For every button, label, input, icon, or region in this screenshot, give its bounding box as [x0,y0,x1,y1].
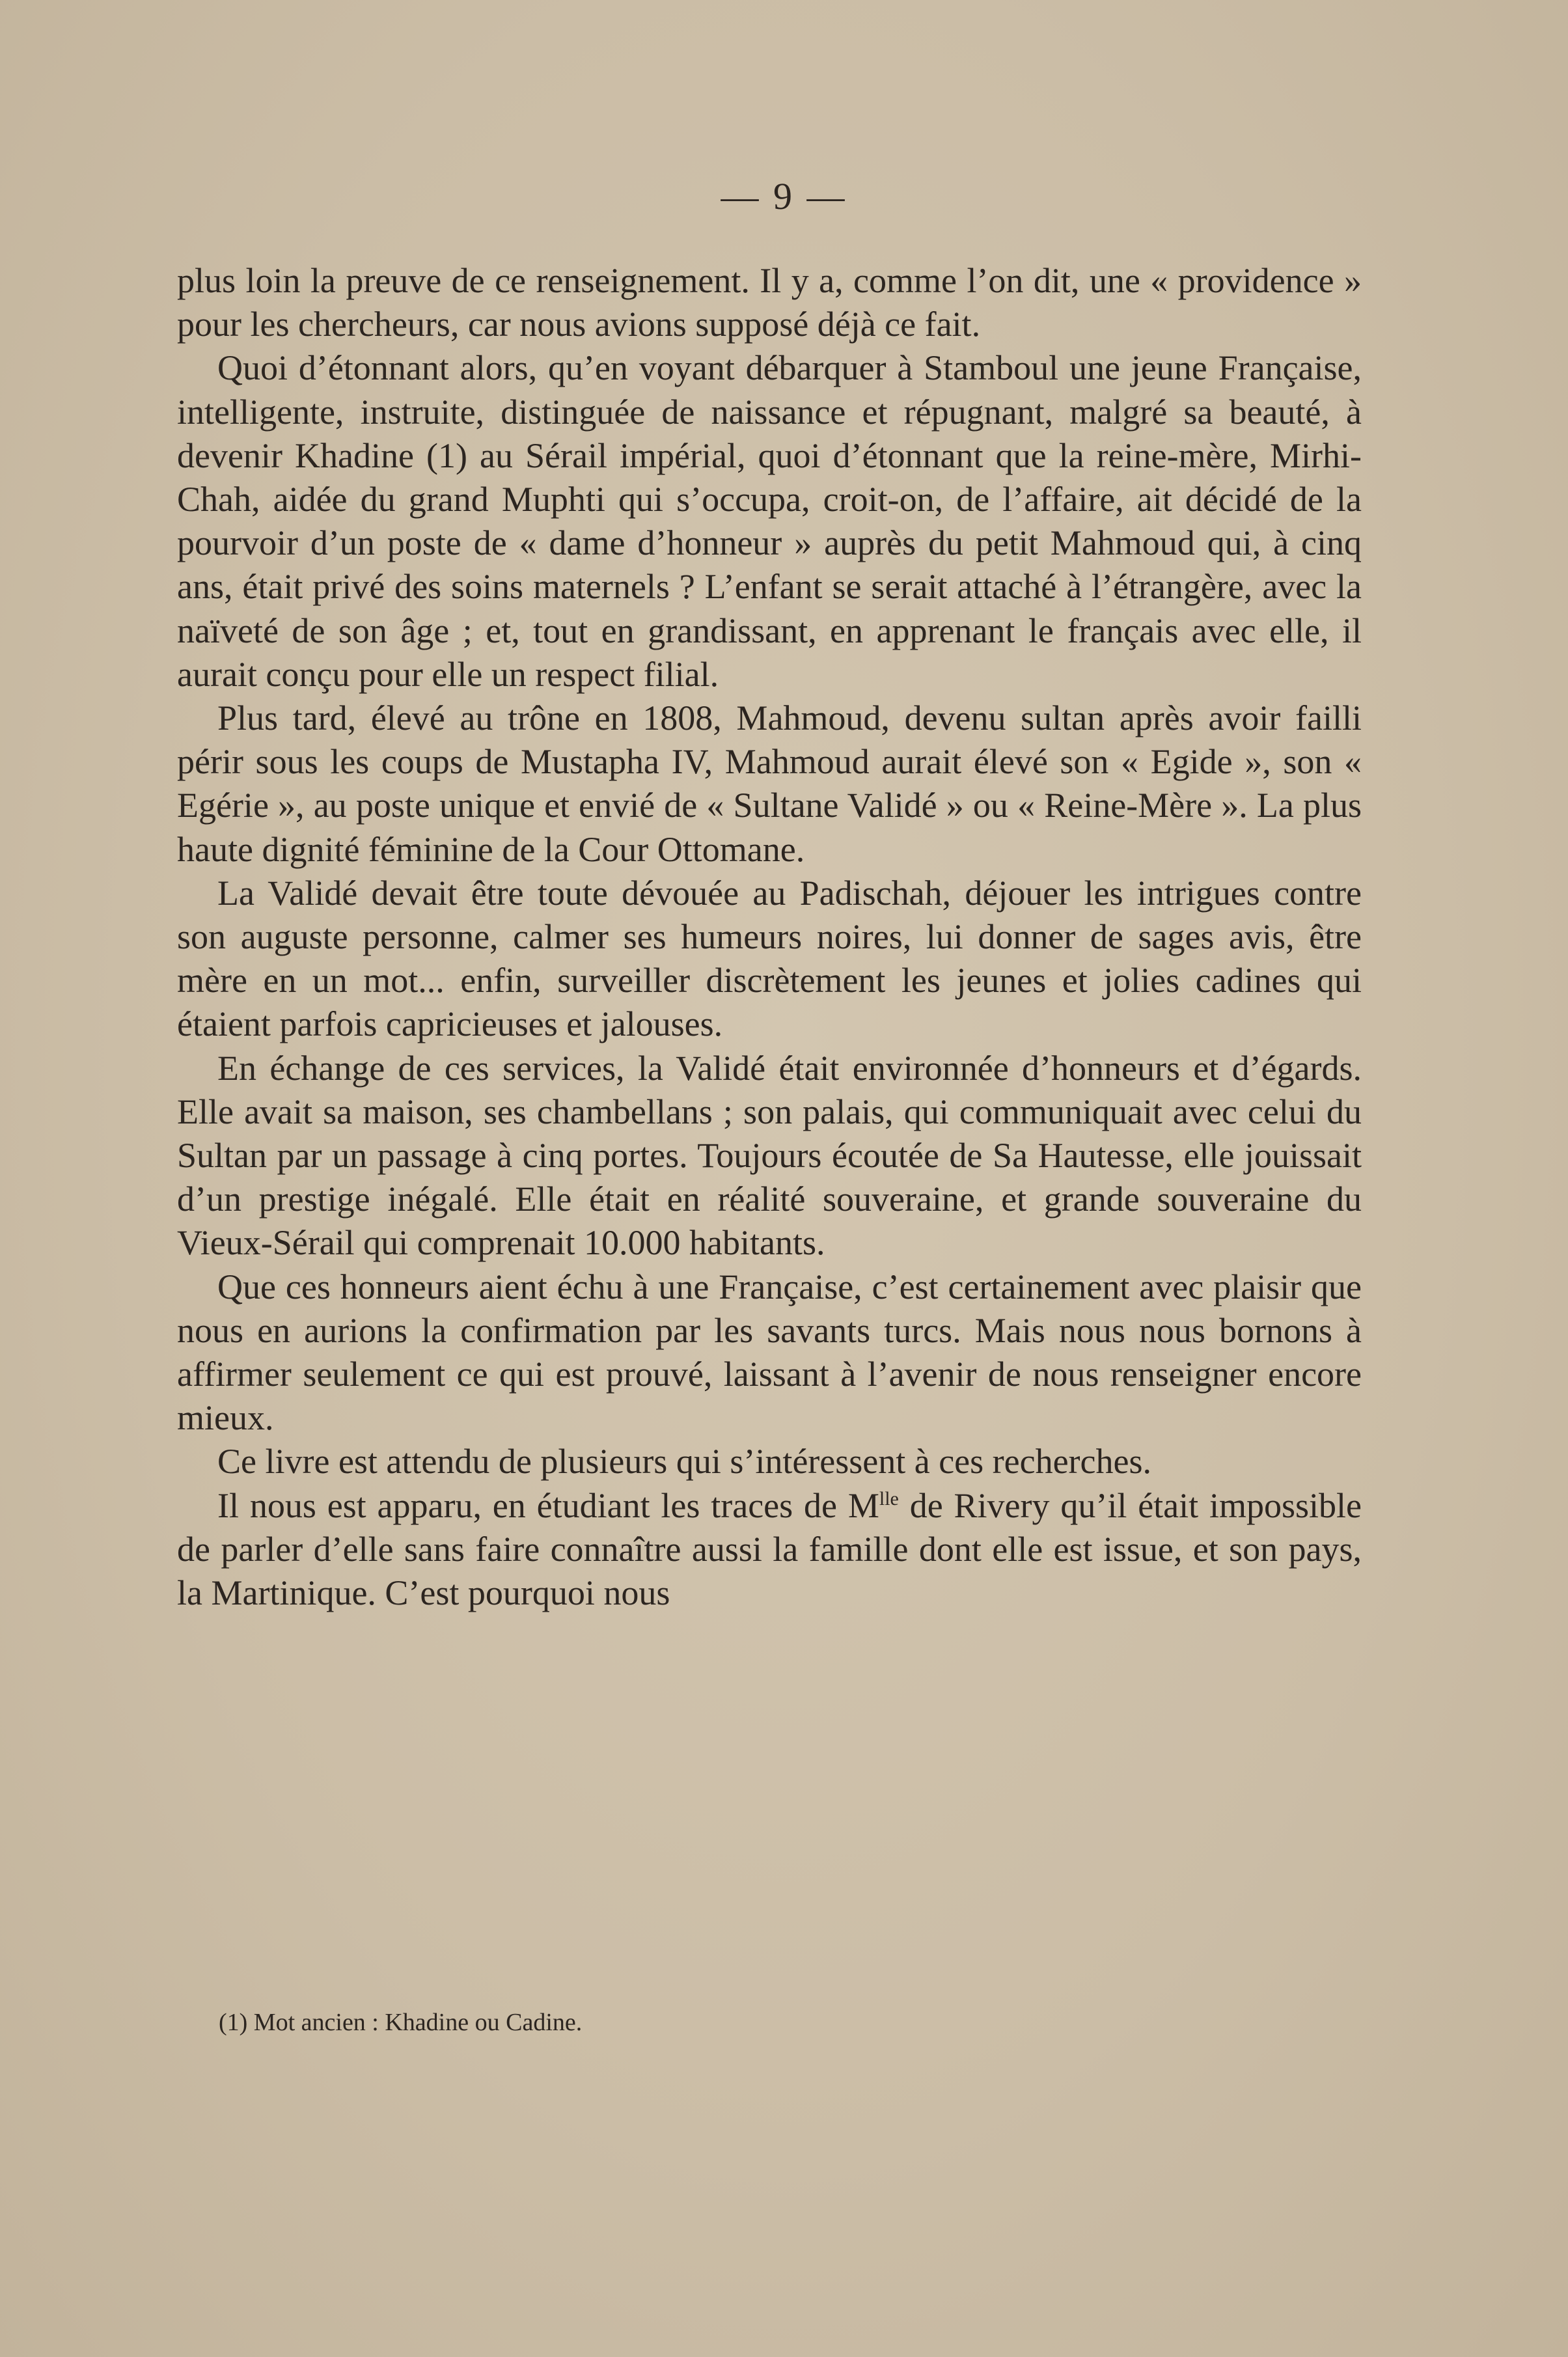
paragraph-5: En échange de ces services, la Validé était environnée d’honneurs et d’égards. Elle avait sa maison, ses chambellans ; son palais, qui communiquait avec celui du Sultan par un passage à cinq portes. Toujours écoutée de Sa Hautesse, elle jouissait d’un prestige inégalé. Elle était en réalité souveraine, et grande souveraine du Vieux-Sérail qui comprenait 10.000 habitants. [177,1048,1362,1263]
paragraph-2: Quoi d’étonnant alors, qu’en voyant débarquer à Stamboul une jeune Française, intelligente, instruite, distinguée de naissance et répugnant, malgré sa beauté, à devenir Khadine (1) au Sérail impérial, quoi d’étonnant que la reine-mère, Mirhi-Chah, aidée du grand Muphti qui s’occupa, croit-on, de l’affaire, ait décidé de la pourvoir d’un poste de « dame d’honneur » auprès du petit Mahmoud qui, à cinq ans, était privé des soins maternels ? L’enfant se serait attaché à l’étrangère, avec la naïveté de son âge ; et, tout en grandissant, en apprenant le français avec elle, il aurait conçu pour elle un respect filial. [177,348,1362,694]
paragraph-4: La Validé devait être toute dévouée au Padischah, déjouer les intrigues contre son auguste personne, calmer ses humeurs noires, lui donner de sages avis, être mère en un mot... enfin, surveiller discrètement les jeunes et jolies cadines qui étaient parfois capricieuses et jalouses. [177,873,1362,1044]
paragraph-1: plus loin la preuve de ce renseignement. Il y a, comme l’on dit, une « providence » pour les chercheurs, car nous avions supposé déjà ce fait. [177,261,1362,344]
paragraph-7: Ce livre est attendu de plusieurs qui s’intéressent à ces recherches. [217,1442,1151,1482]
mademoiselle-superscript: lle [879,1487,899,1509]
paragraph-8 [177,1484,1362,1616]
paragraph-8-start: Il nous est apparu, en étudiant les traces de M [217,1485,879,1525]
body-text [177,259,1362,1615]
footnote: (1) Mot ancien : Khadine ou Cadine. [219,2009,583,2036]
page-number: — 9 — [721,175,847,217]
paragraph-3: Plus tard, élevé au trône en 1808, Mahmoud, devenu sultan après avoir failli périr sous les coups de Mustapha IV, Mahmoud aurait élevé son « Egide », son « Egérie », au poste unique et envié de « Sultane Validé » ou « Reine-Mère ». La plus haute dignité féminine de la Cour Ottomane. [177,698,1362,869]
paragraph-6: Que ces honneurs aient échu à une Française, c’est certainement avec plaisir que nous en aurions la confirmation par les savants turcs. Mais nous nous bornons à affirmer seulement ce qui est prouvé, laissant à l’avenir de nous renseigner encore mieux. [177,1267,1362,1438]
paragraph-8-end: de Rivery qu’il était impossible de parler d’elle sans faire connaître aussi la famille dont elle est issue, et son pays, la Martinique. C’est pourquoi nous [177,1485,1362,1613]
